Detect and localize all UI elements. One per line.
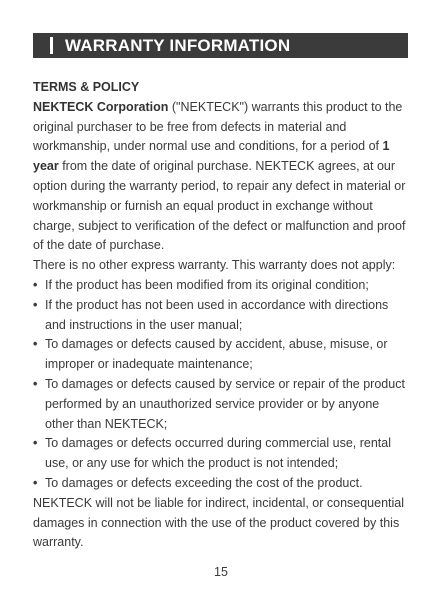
section-title: TERMS & POLICY [33,80,140,94]
list-item [33,335,411,375]
warranty-header-banner [33,33,408,58]
list-item-text: To damages or defects caused by accident, abuse, misuse, or improper or inadequate maintenance; [45,337,388,372]
bullet-icon: • [33,277,38,292]
page-number: 15 [214,565,228,579]
header-accent-bar [50,37,53,54]
list-item-text: To damages or defects caused by service or repair of the product performed by an unauthorized service provider or by anyone other than NEKTECK; [45,376,405,431]
intro-text-b: from the date of original purchase. NEKTECK agrees, at our option during the warranty period, to repair any defect in material or workmanship or furnish an equal product in exchange without charge, subject to verification of the defect or malfunction and proof of the date of purchase. [33,159,406,253]
bullet-icon: • [33,475,38,490]
list-item [33,474,411,494]
warranty-body [33,78,411,553]
bullet-icon: • [33,436,38,451]
bullet-icon: • [33,337,38,352]
list-item-text: To damages or defects exceeding the cost of the product. [45,475,363,490]
list-item-text: If the product has not been used in accordance with directions and instructions in the user manual; [45,297,389,332]
exclusions-list [33,276,411,494]
bullet-icon: • [33,297,38,312]
no-other-warranty-text: There is no other express warranty. This warranty does not apply: [33,258,396,273]
list-item-text: If the product has been modified from its original condition; [45,277,369,292]
list-item [33,375,411,434]
list-item [33,296,411,336]
list-item [33,276,411,296]
company-name: NEKTECK Corporation [33,99,169,114]
warranty-period: 1 year [33,139,390,174]
list-item [33,434,411,474]
page-title: WARRANTY INFORMATION [65,35,291,55]
intro-paragraph [33,98,411,256]
liability-paragraph: NEKTECK will not be liable for indirect, incidental, or consequential damages in connection with the use of the product covered by this warranty. [33,495,405,550]
bullet-icon: • [33,376,38,391]
intro-text-a: ("NEKTECK") warrants this product to the original purchaser to be free from defects in material and workmanship, under normal use and conditions, for a period of [33,99,403,154]
list-item-text: To damages or defects occurred during commercial use, rental use, or any use for which the product is not intended; [45,436,391,471]
